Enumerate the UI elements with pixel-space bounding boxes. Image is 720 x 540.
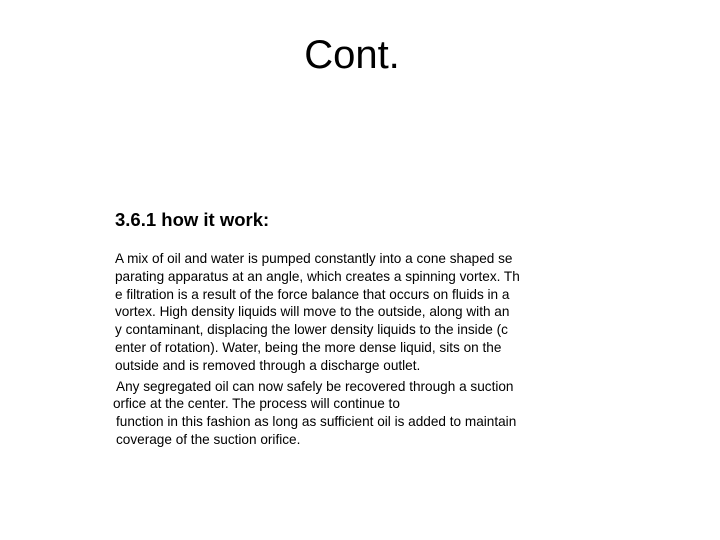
body-line: Any segregated oil can now safely be recovered through a suction: [116, 378, 514, 394]
body-line: enter of rotation). Water, being the more dense liquid, sits on the: [115, 339, 502, 355]
body-line: e filtration is a result of the force balance that occurs on fluids in a: [115, 286, 510, 302]
body-line: outside and is removed through a discharge outlet.: [115, 357, 421, 373]
body-line: y contaminant, displacing the lower density liquids to the inside (c: [115, 322, 508, 338]
body-line: function in this fashion as long as sufficient oil is added to maintain: [116, 414, 517, 430]
body-text: [115, 250, 615, 449]
body-line: vortex. High density liquids will move to the outside, along with an: [115, 304, 510, 320]
body-line: A mix of oil and water is pumped constantly into a cone shaped se: [115, 251, 513, 266]
section-heading: 3.6.1 how it work:: [115, 209, 270, 230]
slide-title: Cont.: [304, 33, 400, 77]
body-line: orfice at the center. The process will continue to: [113, 396, 400, 412]
body-line: coverage of the suction orifice.: [116, 431, 301, 447]
body-line: parating apparatus at an angle, which creates a spinning vortex. Th: [115, 268, 520, 284]
